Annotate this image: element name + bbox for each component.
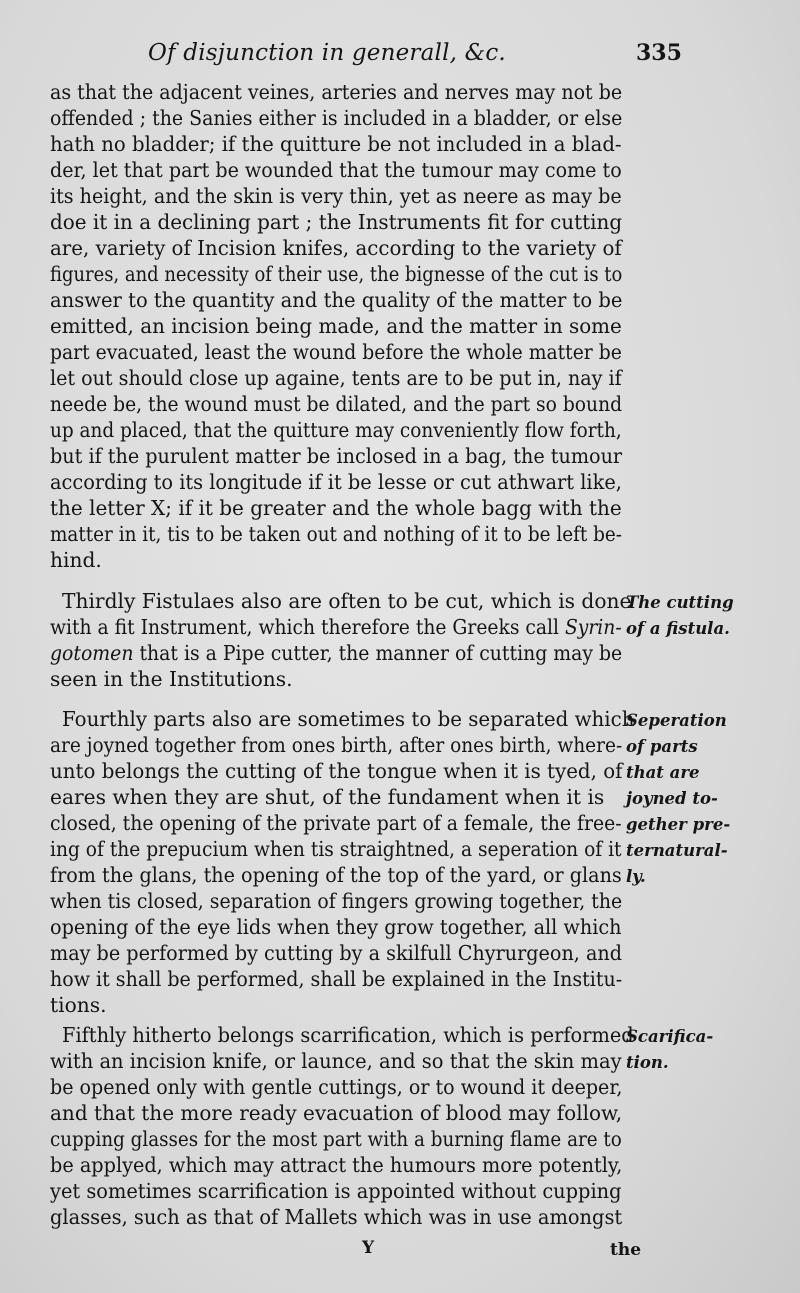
text-line: be opened only with gentle cuttings, or to wound it deeper,: [50, 1075, 623, 1099]
text-line: part evacuated, least the wound before the whole matter be: [50, 340, 622, 364]
italic-term: Syrin-: [564, 615, 622, 639]
italic-term: gotomen: [50, 641, 134, 665]
text-line: are joyned together from ones birth, after ones birth, where-: [50, 733, 623, 757]
text-line: figures, and necessity of their use, the bignesse of the cut is to: [50, 262, 623, 286]
margin-note: ly.: [626, 867, 646, 886]
page-number: 335: [636, 40, 682, 66]
text-segment: with a fit Instrument, which therefore the Greeks call: [50, 615, 559, 639]
running-head: Of disjunction in generall, &c.: [148, 40, 506, 66]
text-line: closed, the opening of the private part of a female, the free-: [50, 811, 622, 835]
text-line: tions.: [50, 993, 107, 1017]
text-line: hind.: [50, 548, 102, 572]
catchword: the: [610, 1240, 642, 1260]
margin-note: joyned to-: [626, 789, 718, 808]
text-line: are, variety of Incision knifes, according to the variety of: [50, 236, 622, 260]
text-line: matter in it, tis to be taken out and nothing of it to be left be-: [50, 522, 622, 546]
text-line: neede be, the wound must be dilated, and the part so bound: [50, 392, 623, 416]
text-line: according to its longitude if it be lesse or cut athwart like,: [50, 470, 622, 494]
text-line: as that the adjacent veines, arteries and nerves may not be: [50, 80, 623, 104]
text-line: [50, 640, 622, 666]
text-line: be applyed, which may attract the humours more potently,: [50, 1153, 623, 1177]
text-segment: that is a Pipe cutter, the manner of cutting may be: [139, 641, 623, 665]
text-line: seen in the Institutions.: [50, 667, 293, 691]
text-line: emitted, an incision being made, and the matter in some: [50, 314, 622, 338]
text-line: ing of the prepucium when tis straightned, a seperation of it: [50, 837, 622, 861]
text-line: der, let that part be wounded that the tumour may come to: [50, 158, 622, 182]
margin-note: gether pre-: [626, 815, 731, 834]
margin-note: Seperation: [626, 711, 727, 730]
text-line: with an incision knife, or launce, and so that the skin may: [50, 1049, 622, 1073]
text-line: and that the more ready evacuation of blood may follow,: [50, 1101, 623, 1125]
text-line: answer to the quantity and the quality of the matter to be: [50, 288, 623, 312]
text-line: Thirdly Fistulaes also are often to be cut, which is done: [62, 589, 632, 613]
text-line: unto belongs the cutting of the tongue when it is tyed, of: [50, 759, 623, 783]
margin-note: The cutting: [626, 593, 734, 612]
text-line: when tis closed, separation of fingers growing together, the: [50, 889, 623, 913]
margin-note: Scarifica-: [626, 1027, 714, 1046]
text-line: Fourthly parts also are sometimes to be separated which: [62, 707, 635, 731]
text-line: doe it in a declining part ; the Instruments fit for cutting: [50, 210, 623, 234]
margin-note: of parts: [626, 737, 698, 756]
margin-note: ternatural-: [626, 841, 728, 860]
text-line: but if the purulent matter be inclosed in a bag, the tumour: [50, 444, 623, 468]
text-line: hath no bladder; if the quitture be not included in a blad-: [50, 132, 622, 156]
margin-note: tion.: [626, 1053, 669, 1072]
text-line: cupping glasses for the most part with a burning flame are to: [50, 1127, 622, 1151]
text-line: may be performed by cutting by a skilfull Chyrurgeon, and: [50, 941, 623, 965]
signature-mark: Y: [362, 1238, 375, 1258]
text-line: offended ; the Sanies either is included in a bladder, or else: [50, 106, 623, 130]
text-line: up and placed, that the quitture may conveniently flow forth,: [50, 418, 622, 442]
text-line: opening of the eye lids when they grow together, all which: [50, 915, 622, 939]
text-line: let out should close up againe, tents are to be put in, nay if: [50, 366, 622, 390]
text-line: [50, 614, 622, 640]
margin-note: of a fistula.: [626, 619, 730, 638]
text-line: eares when they are shut, of the fundament when it is: [50, 785, 605, 809]
margin-note: that are: [626, 763, 700, 782]
text-line: Fifthly hitherto belongs scarrification, which is performed: [62, 1023, 634, 1047]
text-line: how it shall be performed, shall be explained in the Institu-: [50, 967, 623, 991]
text-line: its height, and the skin is very thin, yet as neere as may be: [50, 184, 622, 208]
text-line: yet sometimes scarrification is appointed without cupping: [50, 1179, 622, 1203]
text-line: from the glans, the opening of the top of the yard, or glans: [50, 863, 622, 887]
text-line: the letter X; if it be greater and the whole bagg with the: [50, 496, 622, 520]
text-line: glasses, such as that of Mallets which was in use amongst: [50, 1205, 623, 1229]
